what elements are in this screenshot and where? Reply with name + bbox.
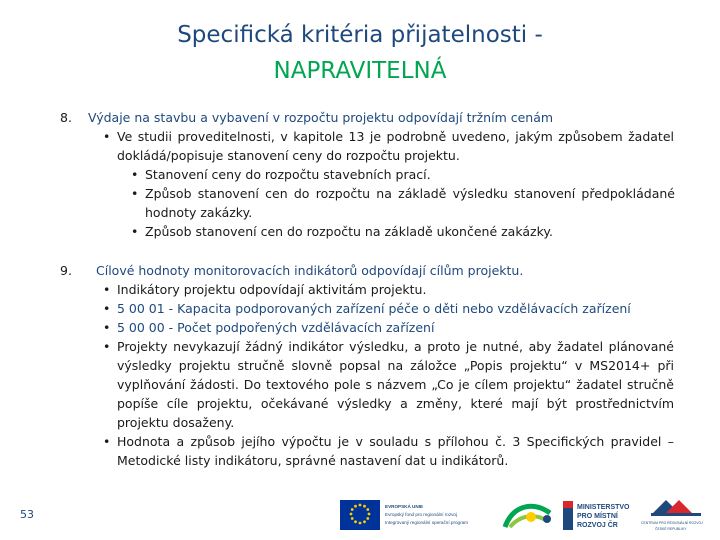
bullet-icon: •	[103, 129, 111, 144]
list-item-text: Způsob stanovení cen do rozpočtu na základě výsledku stanovení předpokládané hodnoty zakázky.	[145, 186, 675, 220]
list-item-text: 5 00 01 - Kapacita podporovaných zařízení péče o děti nebo vzdělávacích zařízení	[117, 301, 631, 316]
crr-logo-text: ČESKÉ REPUBLIKY	[655, 527, 687, 531]
list-item-text: Stanovení ceny do rozpočtu stavebních prací.	[145, 167, 431, 182]
eu-flag-icon	[340, 500, 380, 530]
bullet-icon: •	[131, 167, 139, 182]
list-item-text: Způsob stanovení cen do rozpočtu na základě ukončené zakázky.	[145, 224, 553, 239]
logo-strip	[335, 493, 713, 538]
criterion-heading: Cílové hodnoty monitorovacích indikátorů odpovídají cílům projektu.	[96, 263, 524, 278]
bullet-icon: •	[103, 320, 111, 335]
list-item-text: Ve studii proveditelnosti, v kapitole 13 je podrobně uvedeno, jakým způsobem žadatel dokládá/popisuje stanovení ceny do rozpočtu projektu.	[117, 129, 674, 163]
bullet-icon: •	[103, 434, 111, 449]
ministry-logo-icon	[563, 501, 573, 530]
sub-list-item	[131, 165, 675, 184]
slide-title-highlight: NAPRAVITELNÁ	[273, 58, 447, 84]
list-item-text: 5 00 00 - Počet podpořených vzdělávacích zařízení	[117, 320, 435, 335]
bullet-icon: •	[131, 186, 139, 201]
list-item	[103, 299, 697, 318]
list-item-text: Projekty nevykazují žádný indikátor výsledku, a proto je nutné, aby žadatel plánované výsledky projektu stručně slovně popsal na záložce „Popis projektu“ v MS2014+ při vyplňování žádosti. Do textového pole s názvem „Co je cílem projektu“ žadatel stručně popíše cíle projektu, očekávané výsledky a změny, které mají být prostřednictvím projektu dosaženy.	[117, 339, 674, 430]
list-item-text: Hodnota a způsob jejího výpočtu je v souladu s přílohou č. 3 Specifických pravidel – Metodické listy indikátoru, správné nastavení dat u indikátorů.	[117, 434, 674, 468]
list-item	[103, 280, 677, 299]
criterion-heading: Výdaje na stavbu a vybavení v rozpočtu projektu odpovídají tržním cenám	[88, 110, 554, 125]
eu-logo-text: Evropský fond pro regionální rozvoj	[385, 512, 458, 517]
eu-logo-text: EVROPSKÁ UNIE	[385, 504, 424, 509]
list-item	[103, 318, 677, 337]
irop-logo-icon	[505, 506, 551, 527]
criterion-number: 9.	[60, 263, 72, 278]
ministry-logo-text: MINISTERSTVO	[577, 504, 630, 511]
criterion-number: 8.	[60, 110, 72, 125]
sub-list-item	[131, 222, 675, 241]
crr-logo-text: CENTRUM PRO REGIONÁLNÍ ROZVOJ	[641, 521, 703, 525]
ministry-logo-text: PRO MÍSTNÍ	[577, 513, 618, 520]
list-item	[103, 337, 674, 432]
bullet-icon: •	[131, 224, 139, 239]
list-item	[103, 127, 674, 165]
bullet-icon: •	[103, 301, 111, 316]
sub-list-item	[131, 184, 675, 222]
bullet-icon: •	[103, 282, 111, 297]
eu-logo-text: Integrovaný regionální operační program	[385, 520, 468, 525]
slide-title: Specifická kritéria přijatelnosti -	[177, 22, 543, 48]
list-item	[103, 432, 674, 470]
crr-logo-icon	[651, 500, 701, 516]
ministry-logo-text: ROZVOJ ČR	[577, 522, 618, 529]
page-number: 53	[20, 508, 34, 521]
list-item-text: Indikátory projektu odpovídají aktivitám projektu.	[117, 282, 427, 297]
bullet-icon: •	[103, 339, 111, 354]
